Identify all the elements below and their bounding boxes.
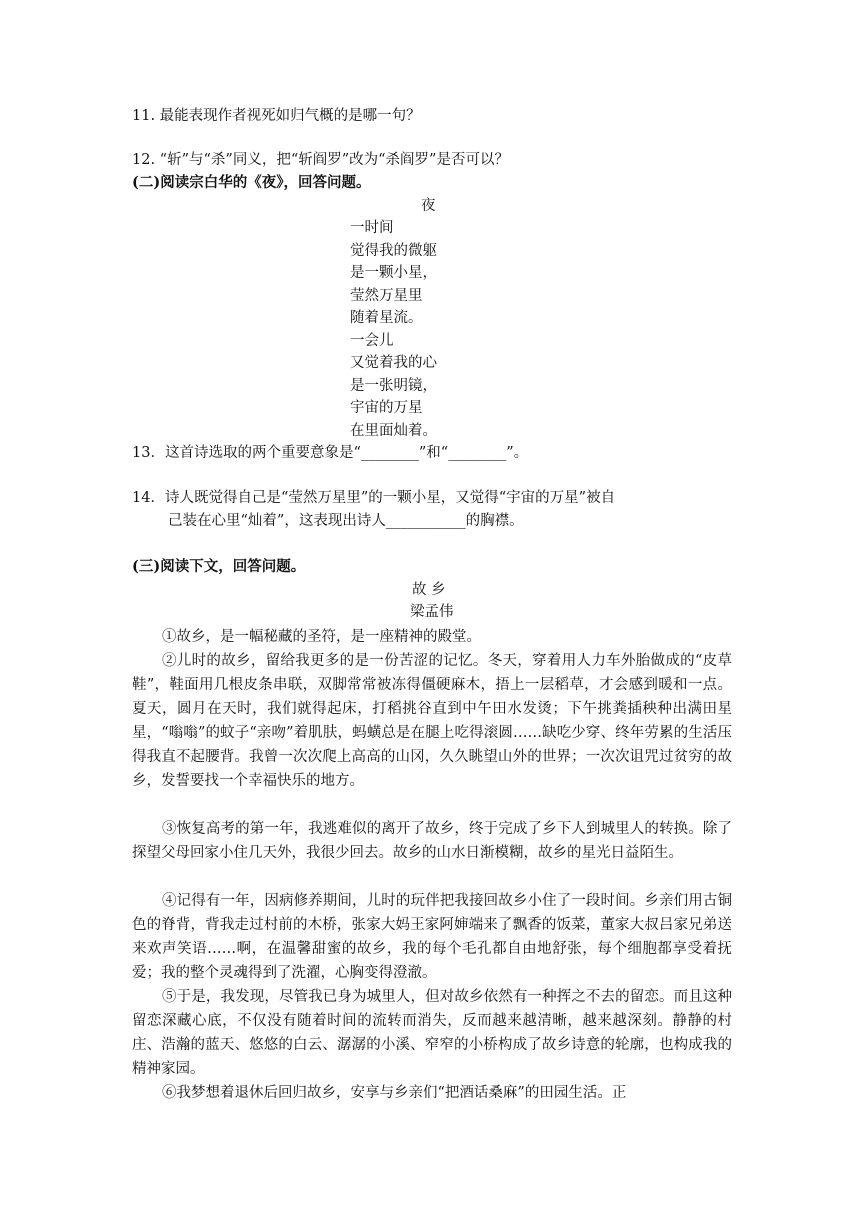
article-title: 故 乡 — [412, 582, 446, 598]
poem-line: 一会儿 — [350, 333, 394, 349]
poem-line: 宇宙的万星 — [350, 400, 423, 416]
question-12: 12. “斩”与“杀”同义，把“斩阎罗”改为“杀阎罗”是否可以？ — [132, 152, 509, 168]
poem-title: 夜 — [421, 198, 436, 214]
poem-line: 又觉着我的心 — [350, 355, 437, 371]
poem-line: 是一张明镜， — [350, 378, 437, 394]
article-paragraph-1: ①故乡，是一幅秘藏的圣符，是一座精神的殿堂。 — [162, 629, 481, 645]
question-14-line-1: 14．诗人既觉得自己是“莹然万星里”的一颗小星，又觉得“宇宙的万星”被自 — [132, 490, 616, 506]
article-paragraph-4: ④记得有一年，因病修养期间，儿时的玩伴把我接回故乡小住了一段时间。乡亲们用古铜色的脊背，背我走过村前的木桥，张家大妈王家阿婶端来了飘香的饭菜，董家大叔吕家兄弟送来欢声笑语……啊，在温馨甜蜜的故乡，我的每个毛孔都自由地舒张，每个细胞都享受着抚爱；我的整个灵魂得到了洗濯，心胸变得澄澈。 — [132, 893, 732, 981]
section-2-heading: (二)阅读宗白华的《夜》，回答问题。 — [132, 174, 371, 191]
poem-line: 觉得我的微躯 — [350, 243, 437, 259]
article-paragraph-2: ②儿时的故乡，留给我更多的是一份苦涩的记忆。冬天，穿着用人力车外胎做成的“皮草鞋”，鞋面用几根皮条串联，双脚常常被冻得僵硬麻木，捂上一层稻草，才会感到暖和一点。夏天，圆月在天时，我们就得起床，打稻挑谷直到中午田水发烫；下午挑粪插秧种出满田星星，“嗡嗡”的蚊子“亲吻”着肌肤，蚂蟥总是在腿上吃得滚圆……缺吃少穿、终年劳累的生活压得我直不起腰背。我曾一次次爬上高高的山冈，久久眺望山外的世界；一次次诅咒过贫穷的故乡，发誓要找一个幸福快乐的地方。 — [132, 653, 732, 789]
article-author: 梁孟伟 — [410, 604, 454, 620]
poem-line: 随着星流。 — [350, 310, 423, 326]
poem-line: 是一颗小星， — [350, 265, 437, 281]
section-3-heading: (三)阅读下文，回答问题。 — [132, 558, 306, 575]
poem-line: 莹然万星里 — [350, 288, 423, 304]
question-11: 11. 最能表现作者视死如归气概的是哪一句？ — [132, 108, 421, 124]
poem-line: 一时间 — [350, 220, 394, 236]
article-paragraph-6: ⑥我梦想着退休后回归故乡，安享与乡亲们“把酒话桑麻”的田园生活。正 — [162, 1085, 627, 1101]
article-paragraph-5: ⑤于是，我发现，尽管我已身为城里人，但对故乡依然有一种挥之不去的留恋。而且这种留恋深藏心底，不仅没有随着时间的流转而消失，反而越来越清晰，越来越深刻。静静的村庄、浩瀚的蓝天、悠悠的白云、潺潺的小溪、窄窄的小桥构成了故乡诗意的轮廓，也构成我的精神家园。 — [132, 989, 732, 1077]
article-paragraph-3: ③恢复高考的第一年，我逃难似的离开了故乡，终于完成了乡下人到城里人的转换。除了探望父母回家小住几天外，我很少回去。故乡的山水日渐模糊，故乡的星光日益陌生。 — [132, 821, 732, 861]
question-14-line-2: 己装在心里“灿着”，这表现出诗人___________的胸襟。 — [168, 513, 524, 529]
question-13: 13．这首诗选取的两个重要意象是“________”和“________”。 — [132, 445, 529, 461]
poem-line: 在里面灿着。 — [350, 423, 437, 439]
